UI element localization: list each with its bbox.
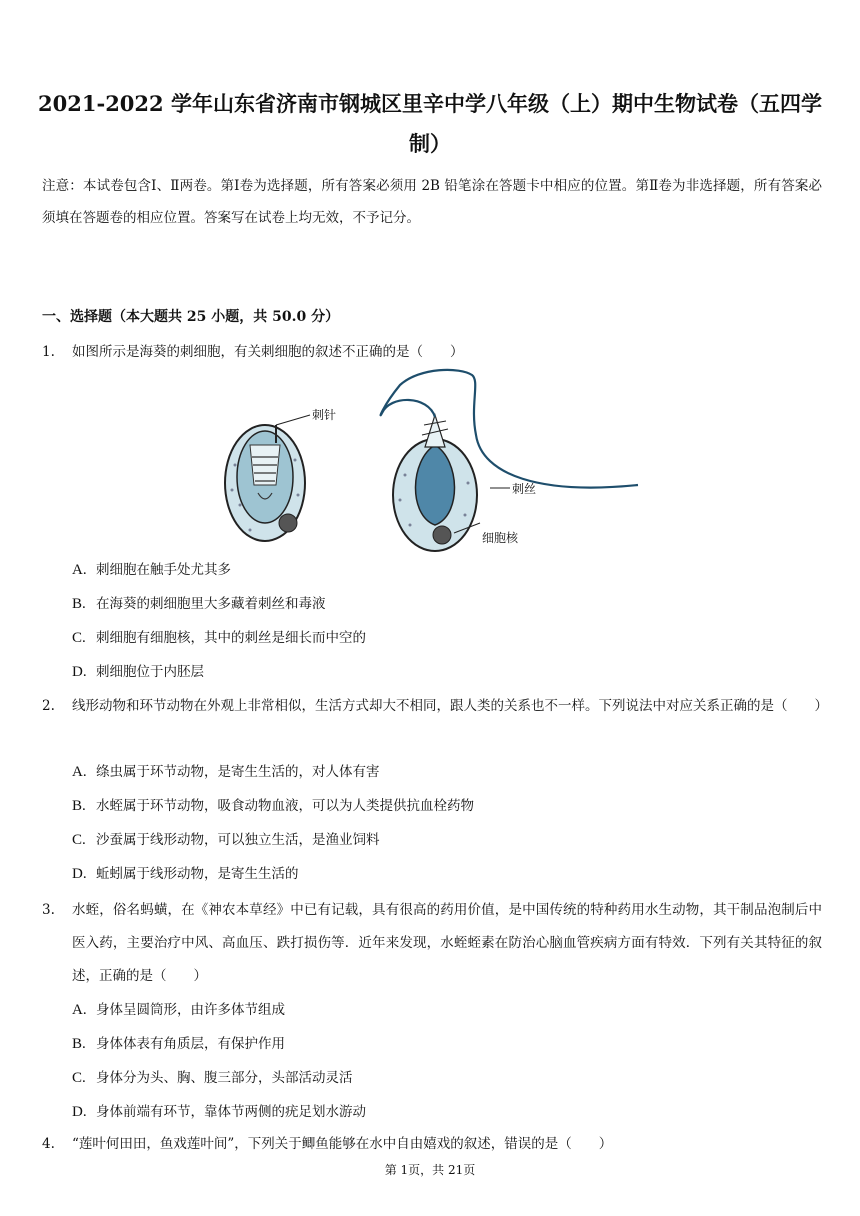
option-text: 刺细胞有细胞核，其中的刺丝是细长而中空的 bbox=[96, 630, 366, 646]
label-nucleus: 细胞核 bbox=[482, 531, 519, 545]
q1-option-d[interactable] bbox=[72, 658, 204, 686]
option-letter: A. bbox=[72, 764, 87, 780]
q2-option-c[interactable] bbox=[72, 826, 380, 854]
option-text: 身体呈圆筒形，由许多体节组成 bbox=[96, 1002, 285, 1018]
question-number: 1. bbox=[42, 344, 55, 360]
option-text: 绦虫属于环节动物，是寄生生活的，对人体有害 bbox=[96, 764, 380, 780]
q1-option-c[interactable] bbox=[72, 624, 366, 652]
option-letter: B. bbox=[72, 596, 86, 612]
option-text: 身体体表有角质层，有保护作用 bbox=[96, 1036, 285, 1052]
label-spine: 刺针 bbox=[312, 408, 337, 422]
q3-option-c[interactable] bbox=[72, 1064, 353, 1092]
question-stem: 如图所示是海葵的刺细胞，有关刺细胞的叙述不正确的是（ ） bbox=[72, 344, 464, 360]
cnidocyte-figure bbox=[210, 365, 650, 555]
q2-option-b[interactable] bbox=[72, 792, 474, 820]
q3-option-a[interactable] bbox=[72, 996, 285, 1024]
section-title: 一、选择题（本大题共 25 小题，共 50.0 分） bbox=[42, 309, 340, 325]
label-thread: 刺丝 bbox=[512, 482, 537, 496]
option-text: 刺细胞位于内胚层 bbox=[96, 664, 204, 680]
q2-option-a[interactable] bbox=[72, 758, 380, 786]
exam-notice: 注意：本试卷包含Ⅰ、Ⅱ两卷。第Ⅰ卷为选择题，所有答案必须用 2B 铅笔涂在答题卡中相应的位置。第Ⅱ卷为非选择题，所有答案必须填在答题卷的相应位置。答案写在试卷上均无效，不予记分。 bbox=[42, 178, 822, 226]
option-text: 蚯蚓属于线形动物，是寄生生活的 bbox=[96, 866, 299, 882]
option-letter: A. bbox=[72, 562, 87, 578]
question-number: 4. bbox=[42, 1136, 55, 1152]
option-letter: A. bbox=[72, 1002, 87, 1018]
option-text: 身体前端有环节，靠体节两侧的疣足划水游动 bbox=[96, 1104, 366, 1120]
question-stem: “莲叶何田田，鱼戏莲叶间”，下列关于鲫鱼能够在水中自由嬉戏的叙述，错误的是（ ） bbox=[72, 1136, 613, 1152]
option-text: 身体分为头、胸、腹三部分，头部活动灵活 bbox=[96, 1070, 353, 1086]
question-stem: 水蛭，俗名蚂蟥，在《神农本草经》中已有记载，具有很高的药用价值，是中国传统的特种药用水生动物，其干制品泡制后中医入药，主要治疗中风、高血压、跌打损伤等．近年来发现，水蛭蛭素在防治心脑血管疾病方面有特效．下列有关其特征的叙述，正确的是（ ） bbox=[72, 902, 822, 984]
q2-option-d[interactable] bbox=[72, 860, 299, 888]
discharged-cnidocyte bbox=[381, 370, 638, 551]
option-letter: C. bbox=[72, 630, 86, 646]
option-text: 水蛭属于环节动物，吸食动物血液，可以为人类提供抗血栓药物 bbox=[96, 798, 474, 814]
option-text: 在海葵的刺细胞里大多藏着刺丝和毒液 bbox=[96, 596, 326, 612]
option-text: 刺细胞在触手处尤其多 bbox=[96, 562, 231, 578]
q3-option-d[interactable] bbox=[72, 1098, 366, 1126]
question-2 bbox=[42, 690, 828, 723]
q1-option-b[interactable] bbox=[72, 590, 326, 618]
q1-option-a[interactable] bbox=[72, 556, 231, 584]
q3-option-b[interactable] bbox=[72, 1030, 285, 1058]
option-letter: D. bbox=[72, 1104, 87, 1120]
option-letter: B. bbox=[72, 1036, 86, 1052]
question-stem: 线形动物和环节动物在外观上非常相似，生活方式却大不相同，跟人类的关系也不一样。下列说法中对应关系正确的是（ ） bbox=[72, 698, 828, 714]
question-3 bbox=[42, 894, 822, 993]
page-footer: 第 1页，共 21页 bbox=[384, 1163, 476, 1177]
question-number: 2. bbox=[42, 698, 55, 714]
option-letter: B. bbox=[72, 798, 86, 814]
option-letter: C. bbox=[72, 1070, 86, 1086]
option-letter: D. bbox=[72, 664, 87, 680]
undischarged-cnidocyte bbox=[225, 415, 310, 541]
question-number: 3. bbox=[42, 902, 55, 918]
option-letter: D. bbox=[72, 866, 87, 882]
option-letter: C. bbox=[72, 832, 86, 848]
option-text: 沙蚕属于线形动物，可以独立生活，是渔业饲料 bbox=[96, 832, 380, 848]
question-4 bbox=[42, 1128, 822, 1161]
page-title: 2021-2022 学年山东省济南市钢城区里辛中学八年级（上）期中生物试卷（五四学制） bbox=[38, 91, 822, 156]
